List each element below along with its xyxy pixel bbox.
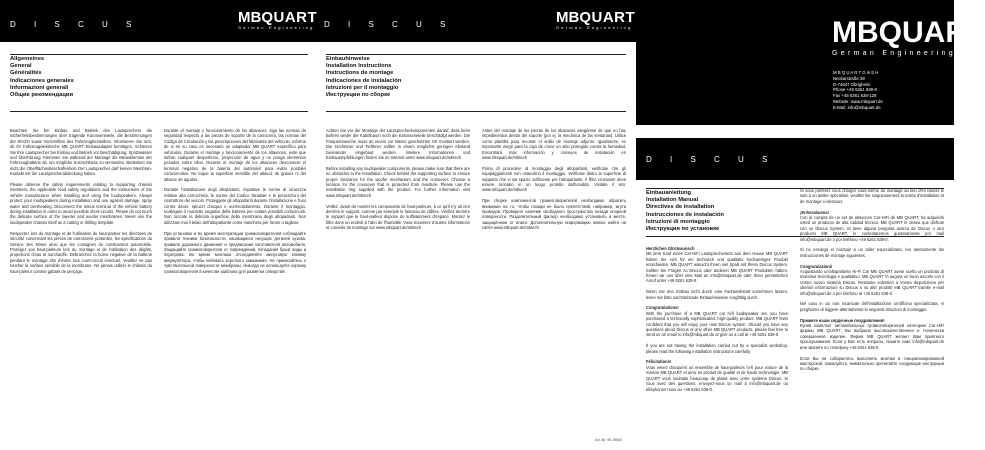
paragraph: Veillez, avant de monter les composants de haut-parleurs, à ce qu'il n'y ait rien derrière le support, comme par exemple le faisceau de câbles. Vérifiez derrière le support que le haut-parleur dispose de suffisamment d'espace. Montez le filtre dans un endroit à l'abri de l'humidité. Vous trouverez d'autres informations et conseils de montage sur www.mbquart.de/mbtech [326,203,470,231]
heading: Indicaciones generales [10,77,74,84]
heading: Généralités [10,70,42,77]
subheading: Congratulazioni! [800,263,833,269]
discus-label: D I S C U S [10,20,140,29]
paragraph: Wenn Sie den Einbau nicht durch eine Fachwerkstatt vornehmen lassen, lesen Sie bitte nachstehende Einbauhinweise sorgfältig durch. [646,289,788,300]
text-column [800,188,944,377]
text-column [164,128,306,279]
heading: Инструкция по установке [646,226,720,233]
paragraph: Prima di procedere al montaggio degli altoparlanti, verificate che gli equipaggiamenti non ostacolino il montaggio. Verificate dietro la superficie di supporto che vi sia spazio sufficiente per l'altoparlante. Il filtro crossover deve essere montato in un luogo protetto dall'umidità. Visitate il sito: www.mbquart.de/mbtech [482,165,626,193]
subheading: Herzlichen Glückwunsch [646,246,695,251]
paragraph: При установке и во время эксплуатации громкоговорителей соблюдайте правила техники безопасности, касающиеся несущих деталей кузова, правила дорожного движения и предписания изготовителя автомобиля. Защищайте громкоговорители от повреждений, попадания брызг воды и перегрева. Во время монтажа отсоединяйте минусовую клемму аккумулятора, чтобы избежать короткого замыкания. Не прикасайтесь к чувствительной поверхности мембраны. Никогда не используйте корзину громкоговорителя в качестве шаблона для разметки отверстий. [164,230,306,274]
heading: Инструкции по сборке [326,92,391,99]
paragraph: Durante l'installazione degli altoparlanti, rispettare le norme di sicurezza relative alla carrozzeria, le norme del Codice Stradale e le prescrizioni del costruttore del veicolo. Proteggete gli altoparlanti durante l'installazione e l'uso contro danni, spruzzi d'acqua e surriscaldamento. Durante il montaggio, scollegare il morsetto negativo della batteria per evitare possibili cortocircuiti. Non toccate la delicata superficie della membrana degli altoparlanti. Non utilizzate mai il telaio dell'altoparlante come maschera per forare o tagliare. [164,187,306,225]
divider [326,111,626,112]
logo-text [832,18,985,48]
paragraph [800,210,944,242]
paragraph: При сборке компонентов громкоговорителей необходимо обратить внимание на то, чтобы позади не было препятствий, например, жгута проводов. Проверьте наличие свободного пространства позади опорной поверхности. Разделительный фильтр необходимо установить в месте, защищённом от влаги. Дополнительную информацию можно найти на сайте www.mbquart.de/mbtech [482,198,626,231]
paragraph-text: With the purchase of a MB QUART car hi-fi loudspeaker set, you have purchased a technically sophisticated, high-quality product. MB QUART feels confident that you will enjoy your new Discus system. Should you have any questions about Discus or any other MB QUART products, please feel free to send us an email to info@mbquart.de or give us a call at +49 6261 638-0. [646,310,788,338]
paragraph: Beachten Sie bei Einbau und Betrieb des Lautsprechers die Sicherheitsbestimmungen über tragende Karosserieteile, die Bestimmungen der StVZO sowie Vorschriften des Fahrzeugherstellers. Informieren Sie sich, ob Ihr Fahrzeugelektrische MB QUART Einbauadapter benötigen. Schützen Sie Ihre Lautsprecher bei Einbau und Betrieb vor Beschädigung, Spritzwasser und Überhitzung. Klemmen Sie während der Montage die Minusklemme der Fahrzeugbatterie ab, um mögliche Kurzschlüsse zu vermeiden. Bedenken Sie nicht die Oberflächenbeschaffenheit. Der Lautsprecher darf keinen Membran-Kontakt mit der Lautsprecherabdeckung haben. [10,128,152,177]
address-line: E-Mail: info@mbquart.de [833,104,881,110]
mb-quart-logo [556,9,635,30]
heading: Общие рекомендации [10,92,74,99]
paragraph-text: Купив комплект автомобильных громкоговорителей категории Car-HiFi фирмы MB QUART, Вы выбрали высококачественное и технически совершенное изделие. Фирма MB QUART желает Вам приятного прослушивания. Если у Вас есть вопросы, пишите нам: info@mbquart.de или звоните по телефону +49 6261 638-0. [800,323,944,350]
logo-quart: QUART [878,16,985,49]
logo-mb: MB [556,9,580,26]
paragraph: Если Вы не собираетесь выполнять монтаж в специализированной мастерской, пожалуйста, внимательно прочитайте следующие инструкции по сборке. [800,355,944,372]
paragraph [646,359,788,391]
heading: Einbauanleitung [646,190,692,196]
address-line: Phone +49 6261 638-0 [833,87,877,93]
heading: Informazioni generali [10,84,69,91]
article-number: Art.-Nr. 90-75600 [595,438,622,442]
paragraph: Si no encarga el montaje a un taller especializado, lea atentamente las instrucciones de montaje siguientes. [800,247,944,258]
paragraph-text: Con la compra de un set de altavoces Car-HiFi de MB QUART, ha adquirido usted un producto de alta calidad técnica. MB QUART le desea que disfrute con su Discus System. Si tiene alguna pregunta acerca de Discus o otro producto MB QUART, le contestaremos gustosamente por mail info@mbquart.de o por teléfono +49 6261 638-0. [800,215,944,242]
address-line: Neckarstraße 39 [833,75,865,81]
logo-subtitle: German Engineering [556,25,633,30]
subheading: ¡Enhorabuena! [800,209,829,215]
paragraph [646,305,788,337]
page-cover [636,0,985,450]
heading: Einbauhinweise [326,56,370,62]
logo-subtitle: German Engineering [832,50,956,57]
divider [326,54,626,55]
mb-quart-logo-large [832,18,985,57]
paragraph: Durante el montaje y funcionamiento de los altavoces, siga las normas de seguridad respecto a las piezas de soporte de la carrocería, las normas del Código de Circulación y las prescripciones del fabricante del vehículo. Informe de si en su caso es necesario un adaptador MB QUART específico para vehículos. Durante el montaje y funcionamiento de los altavoces, evite que sufran cualquier desperfecto, proyección de agua y no ponga elementos pesados sobre ellos. Durante el montaje de los altavoces desconecte el terminal negativo de la batería del automóvil para evitar posibles cortocircuitos. No toque la superficie sensible del altavoz de graves ni del altavoz de agudos. [164,128,306,182]
logo-mb: MB [832,16,879,49]
subheading: Congratulations! [646,305,679,311]
header-bar [0,0,318,42]
paragraph [646,246,788,284]
text-column [482,128,626,236]
paragraph: Antes del montaje de las piezas de los altavoces asegúrese de que no hay impedimentos detrás del soporte (por ej. la mecánica de las ventanas). Utilice como plantilla para recortar el anillo de montaje adjunto. Igualmente, es importante elegir para la caja de cruce un sitio protegido contra la humedad. Encontrará más información y consejos de instalación en www.mbquart.de/mbtech [482,128,626,161]
heading: Instructions de montage [326,70,394,77]
logo-quart: QUART [579,9,636,26]
paragraph: Achten Sie vor der Montage der Lautsprecherkomponenten darauf, dass beim Bohren weder der Kabelbaum noch die Karosserieteile beschädigt werden. Die Frequenzweiche muss an einem vor Nässe geschützten Ort montiert werden. Die Hochtöner und Tieftöner sollten in einem möglichst geringen Abstand zueinander eingebaut werden. Weitere Informationen und Einbauempfehlungen finden Sie im Internet unter www.mbquart.de/mbtech [326,128,470,161]
divider [10,54,308,55]
heading: Istruzioni per il montaggio [326,84,399,91]
paragraph: Respectez lors du montage et de l'utilisation du haut-parleur les directives de sécurité concernant les pièces de carrosserie portantes, les spécifications du Service des Mines ainsi que les consignes du constructeur automobile. Protégez vos haut-parleurs lors du montage et de l'utilisation des dégâts, projections d'eau et surchauffe. Débranchez la borne négative de la batterie pendant le montage afin d'éviter tout court-circuit éventuel. Veuillez ne pas toucher la surface sensible de la membrane. Ne jamais utiliser le châssis du haut-parleur comme gabarit de perçage. [10,230,152,274]
section-headings [326,56,401,99]
discus-label: D I S C U S [324,20,454,29]
paragraph-text: Mit dem Kauf eines Car-HiFi Lautsprechersets aus dem Hause MB QUART haben Sie sich für ein technisch und qualitativ hochwertiges Produkt entschieden. MB QUART wünscht Ihnen viel Spaß mit Ihrem Discus System. Sollten Sie Fragen zu Discus oder anderen MB QUART Produkten haben, freuen wir uns über eine Mail an info@mbquart.de oder Ihren persönlichen Anruf unter +49 6261 638-0. [646,251,788,284]
section-headings [646,190,724,233]
address-line: D-74847 Obrigheim [833,81,871,87]
paragraph-text: Acquistando un'altoparlante Hi-Fi Car MB QUART avete scelto un prodotto di massima tecnologia e qualitativo. MB QUART Vi augura un buon ascolto con il Vostro nuovo sistema Discus. Restiamo volentieri a Vostra disposizione per ulteriori informazioni su Discus o su altri prodotti MB QUART tramite e-mail info@mbquart.de o per telefono al +49 6261 638-0. [800,269,944,296]
heading: Directives de installation [646,204,715,211]
address-line: M B Q U A R T G m b H [833,70,879,75]
divider [10,111,308,112]
subheading: Примите наши сердечные поздравления! [800,317,885,323]
heading: Indicaciones de instalación [326,77,402,84]
section-headings [10,56,74,99]
heading: General [10,63,32,70]
page-installation [318,0,636,450]
heading: Allgemeines [10,56,45,62]
header-bar [318,0,636,42]
discus-bar [636,138,954,180]
cover-header [636,0,985,125]
heading: Installation Instructions [326,63,392,70]
mb-quart-logo [238,9,317,30]
paragraph: Please observe the safety requirements relating to supporting chassis members, the applicable road safety regulations and the instructions of the vehicle manufacturer when installing and using the loudspeakers. Always protect your loudspeakers during installation and use against damage, spray water and overheating. Disconnect the minus terminal of the vehicle battery during installation in order to avoid possible short-circuits. Please do not touch the delicate surface of the tweeter and woofer membranes. Never use the loudspeaker chassis itself as a cutting or drilling template. [10,182,152,225]
paragraph: Before installing any loudspeaker components, please make sure that there are no obstacles to the installation. Check behind the supporting surface to ensure proper clearance for the woofer mechanism and the crossover. Choose a location for the crossover that is protected from moisture. Please use the installation ring supplied with the product. For further information visit www.mbquart.de/mbtech [326,165,470,198]
logo-subtitle: German Engineering [238,25,315,30]
heading: Istruzioni di montaggio [646,218,710,225]
paragraph [800,318,944,350]
subheading: Félicitations! [646,359,672,365]
address-line: Website: www.mbquart.de [833,98,883,104]
heading: Instrucciones de instalación [646,211,724,218]
address-line: Fax +49 6261 638-129 [833,93,877,99]
discus-label: D I S C U S [646,155,776,164]
company-address [833,70,883,111]
paragraph-text: Vous venez d'acquérir un ensemble de haut-parleurs hi-fi pour voiture de la maison MB QUART et ainsi un produit de qualité et de haute technologie. MB QUART vous souhaite beaucoup de plaisir avec votre système Discus. Si vous avez des questions, envoyez-nous un mail à info@mbquart.de ou téléphonez-nous au +49 6261 638-0. [646,364,788,392]
logo-quart: QUART [261,9,318,26]
text-column [10,128,152,279]
paragraph: If you are not having the installation carried out by a specialist workshop, please read the following installation instructions carefully. [646,343,788,354]
paragraph [800,264,944,296]
paragraph: Si vous préférez vous charger vous-même du montage au lieu d'en laisser le soin à un atelier spécialisé, veuillez lire soigneusement la notice d'installation et de montage ci-dessous. [800,188,944,204]
text-column [326,128,470,236]
text-column [646,246,788,397]
paragraph: Nel caso in cui non incaricate dell'installazione un'officina specializzata, vi preghiamo di leggere attentamente le seguenti istruzioni di montaggio. [800,301,944,312]
heading: Installation Manual [646,197,699,204]
page-general [0,0,318,450]
logo-mb: MB [238,9,262,26]
